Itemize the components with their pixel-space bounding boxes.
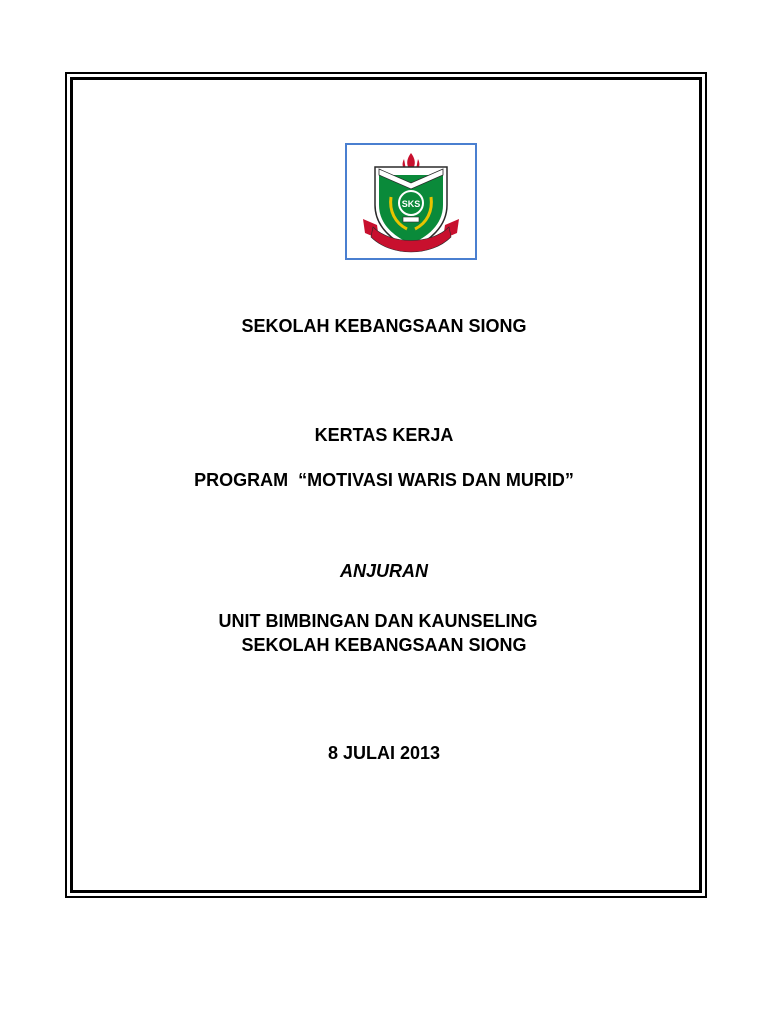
organizer-unit-text: UNIT BIMBINGAN DAN KAUNSELING	[218, 611, 538, 631]
school-name-heading: SEKOLAH KEBANGSAAN SIONG	[241, 316, 527, 336]
school-logo-frame	[345, 143, 477, 260]
program-title-heading: PROGRAM “MOTIVASI WARIS DAN MURID”	[194, 470, 574, 490]
document-type-heading: KERTAS KERJA	[314, 425, 454, 445]
organized-by-label: ANJURAN	[339, 561, 428, 581]
svg-text:SKS: SKS	[401, 199, 421, 209]
organizer-school-text: SEKOLAH KEBANGSAAN SIONG	[241, 635, 527, 655]
document-date: 8 JULAI 2013	[327, 743, 441, 763]
school-crest-icon	[347, 145, 475, 258]
